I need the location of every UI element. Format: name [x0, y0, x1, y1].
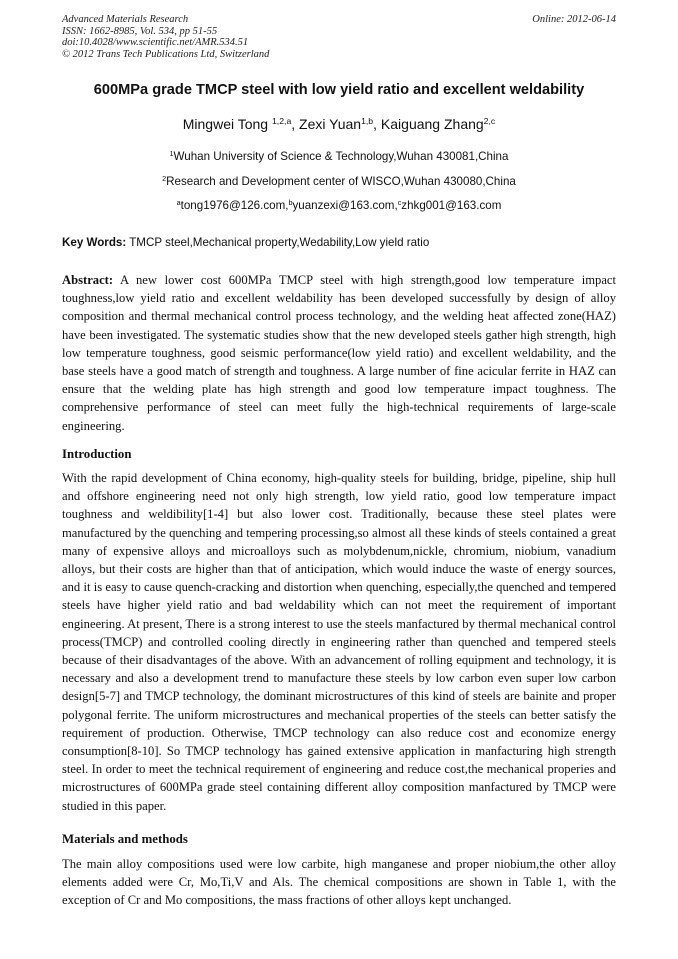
- email-list: [0, 199, 678, 212]
- author-name: Mingwei Tong: [182, 116, 272, 132]
- author-name: , Kaiguang Zhang: [373, 116, 484, 132]
- keywords-label: Key Words:: [62, 236, 127, 249]
- email-marker: b: [288, 198, 293, 208]
- keywords: [62, 236, 616, 249]
- email-link[interactable]: tong1976@126.com,: [180, 199, 289, 212]
- email-link[interactable]: yuanzexi@163.com,: [292, 199, 398, 212]
- affiliation-1: [0, 150, 678, 163]
- author-list: [0, 116, 678, 132]
- affiliation-2: [0, 175, 678, 188]
- affil-text: Wuhan University of Science & Technology,Wuhan 430081,China: [173, 150, 509, 163]
- author-affil-marker: 1,b: [361, 116, 374, 127]
- affil-marker: 1: [169, 149, 174, 159]
- affil-text: Research and Development center of WISCO,Wuhan 430080,China: [166, 175, 516, 188]
- abstract-text: A new lower cost 600MPa TMCP steel with high strength,good low temperature impact toughness,low yield ratio and excellent weldability has been developed successfully by design of alloy composition and thermal mechanical control process technology, and the welding heat affected zone(HAZ) have been investigated. The systematic studies show that the new developed steels gather high strength, high low temperature toughness, good seismic performance(low yield ratio) and excellent weldability, and the base steels have a good match of strength and toughness. A large number of fine acicular ferrite in HAZ can ensure that the welding plate has high strength and good low temperature impact toughness. The comprehensive performance of steel can meet fully the high-technical requirements of large-scale engineering.: [62, 273, 616, 433]
- copyright-line: © 2012 Trans Tech Publications Ltd, Switzerland: [62, 48, 270, 60]
- journal-name: Advanced Materials Research: [62, 14, 189, 25]
- issn-line: ISSN: 1662-8985, Vol. 534, pp 51-55: [62, 25, 218, 37]
- email-link[interactable]: zhkg001@163.com: [401, 199, 502, 212]
- affil-marker: 2: [162, 174, 167, 184]
- journal-header: [62, 14, 616, 60]
- methods-paragraph: The main alloy compositions used were low carbite, high manganese and proper niobium,the other alloy elements added were Cr, Mo,Ti,V and Als. The chemical compositions are shown in Table 1, with the exception of Cr and Mo compositions, the mass fractions of other alloys kept unchanged.: [62, 857, 616, 908]
- author-affil-marker: 2,c: [483, 116, 496, 127]
- section-heading-methods: Materials and methods: [62, 832, 188, 846]
- online-date: Online: 2012-06-14: [532, 14, 616, 25]
- email-marker: a: [176, 198, 181, 208]
- abstract-label: Abstract:: [62, 273, 114, 287]
- author-name: , Zexi Yuan: [291, 116, 362, 132]
- paper-title: 600MPa grade TMCP steel with low yield ratio and excellent weldability: [93, 82, 585, 98]
- doi-line: doi:10.4028/www.scientific.net/AMR.534.51: [62, 37, 249, 48]
- keywords-text: TMCP steel,Mechanical property,Wedability,Low yield ratio: [126, 236, 430, 249]
- author-affil-marker: 1,2,a: [271, 116, 292, 127]
- abstract-paragraph: [62, 271, 616, 435]
- section-heading-introduction: Introduction: [62, 447, 132, 461]
- introduction-paragraph: With the rapid development of China economy, high-quality steels for building, bridge, pipeline, ship hull and offshore engineering need not only high strength, low yield ratio, good low temperature impact toughness and weldibility[1-4] but also lower cost. Traditionally, because these steel plates were manufactured by the quenching and tempering processing,so almost all these kinds of steels contained a great many of expensive alloys and microalloys such as molybdenum,nickle, chromium, niobium, vanadium alloys, but their costs are higher than that of anticipation, which would induce the waste of energy sources, and it is easy to cause quench-cracking and distortion when quenching, especially,the quenched and tempered steels have higher yield ratio and bad weldability which can not meet the requirement of important engineering. At present, There is a strong interest to use the steels manfactured by thermal mechanical control process(TMCP) and controlled cooling directly in engineering rather than quenched and tempered steels because of their disadvantages of the above. With an advancement of rolling equipment and technology, it is necessary and also a development trend to manufacture these steels by low carbon even super low carbon design[5-7] and TMCP technology, the dominant microstructures of this kind of steels are bainite and proper polygonal ferrite. The uniform microstructures and mechanical properties of the steels can better satisfy the requirement of production. Otherwise, TMCP technology can also reduce cost and economize energy consumption[8-10]. So TMCP technology has gained extensive application in manfacturing high strength steel. In order to meet the technical requirement of engineering and reduce cost,the mechanical properies and microstructures of 600MPa grade steel containing different alloy composition manfactured by TMCP were studied in this paper.: [62, 471, 616, 813]
- email-marker: c: [397, 198, 402, 208]
